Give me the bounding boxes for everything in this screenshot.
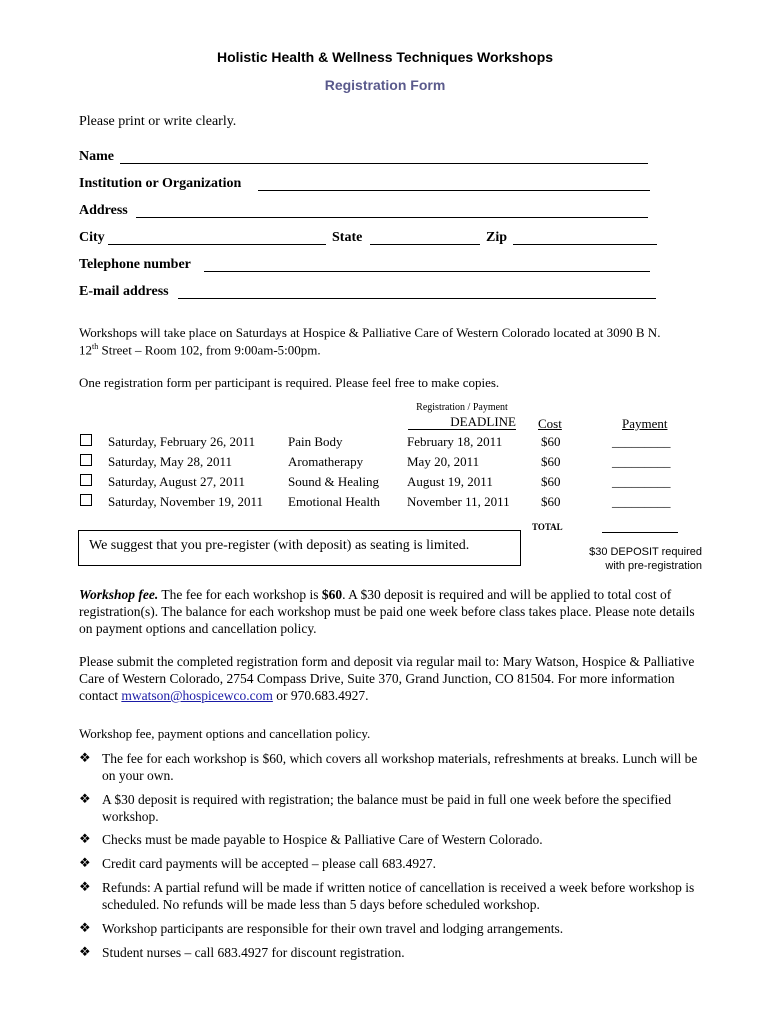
row-payment-field[interactable]: _________ bbox=[612, 454, 671, 469]
suggest-text: We suggest that you pre-register (with deposit) as seating is limited. bbox=[89, 538, 470, 553]
one-form-note: One registration form per participant is required. Please feel free to make copies. bbox=[79, 375, 500, 390]
policy-item: Refunds: A partial refund will be made if written notice of cancellation is received a week before workshop is scheduled. No refunds will be made less than 5 days before scheduled workshop. bbox=[102, 880, 695, 912]
telephone-field[interactable] bbox=[204, 271, 650, 272]
deadline-header: DEADLINE bbox=[408, 415, 516, 430]
name-field[interactable] bbox=[120, 163, 648, 164]
address-field[interactable] bbox=[136, 217, 648, 218]
policy-item: Checks must be made payable to Hospice & Palliative Care of Western Colorado. bbox=[102, 832, 543, 847]
institution-field[interactable] bbox=[258, 190, 650, 191]
row-payment-field[interactable]: _________ bbox=[612, 494, 671, 509]
workshop-checkbox[interactable] bbox=[80, 474, 92, 486]
bullet-diamond-icon: ❖ bbox=[79, 791, 91, 806]
deposit-note-line1: $30 DEPOSIT required bbox=[589, 546, 702, 558]
email-field[interactable] bbox=[178, 298, 656, 299]
submit-paragraph: Please submit the completed registration form and deposit via regular mail to: Mary Watson, Hospice & Palliative Care of Western Colorado, 2754 Compass Drive, Suite 370, Grand Junction, CO 81504. For more information contact mwatson@hospicewco.com or 970.683.4927. bbox=[79, 654, 695, 703]
row-topic: Sound & Healing bbox=[288, 474, 379, 489]
workshop-fee-paragraph: Workshop fee. The fee for each workshop is $60. A $30 deposit is required and will be applied to total cost of registration(s). The balance for each workshop must be paid one week before class takes place. Please note details on payment options and cancellation policy. bbox=[79, 587, 695, 636]
row-deadline: November 11, 2011 bbox=[407, 494, 510, 509]
institution-label: Institution or Organization bbox=[79, 176, 242, 191]
page-subtitle: Registration Form bbox=[324, 77, 446, 93]
deadline-header-line1: Registration / Payment bbox=[416, 402, 508, 413]
row-deadline: May 20, 2011 bbox=[407, 454, 480, 469]
email-label: E-mail address bbox=[79, 284, 169, 299]
state-label: State bbox=[332, 230, 363, 245]
row-date: Saturday, August 27, 2011 bbox=[108, 474, 245, 489]
bullet-diamond-icon: ❖ bbox=[79, 750, 91, 765]
row-deadline: February 18, 2011 bbox=[407, 434, 503, 449]
row-payment-field[interactable]: _________ bbox=[612, 474, 671, 489]
location-line-1: Workshops will take place on Saturdays at Hospice & Palliative Care of Western Colorado located at 3090 B N. bbox=[79, 325, 661, 340]
policy-item: A $30 deposit is required with registration; the balance must be paid in full one week before the specified workshop. bbox=[102, 792, 672, 824]
zip-field[interactable] bbox=[513, 244, 657, 245]
page-title: Holistic Health & Wellness Techniques Workshops bbox=[216, 49, 554, 65]
bullet-diamond-icon: ❖ bbox=[79, 831, 91, 846]
contact-email-link[interactable]: mwatson@hospicewco.com bbox=[121, 688, 273, 703]
bullet-diamond-icon: ❖ bbox=[79, 920, 91, 935]
city-field[interactable] bbox=[108, 244, 326, 245]
policy-item: Workshop participants are responsible for their own travel and lodging arrangements. bbox=[102, 921, 564, 936]
row-topic: Emotional Health bbox=[288, 494, 381, 509]
cost-header: Cost bbox=[538, 416, 562, 431]
bullet-diamond-icon: ❖ bbox=[79, 879, 91, 894]
deposit-note-line2: with pre-registration bbox=[605, 560, 702, 572]
zip-label: Zip bbox=[486, 230, 508, 245]
state-field[interactable] bbox=[370, 244, 480, 245]
workshop-checkbox[interactable] bbox=[80, 434, 92, 446]
city-label: City bbox=[79, 230, 105, 245]
row-date: Saturday, February 26, 2011 bbox=[108, 434, 256, 449]
bullet-diamond-icon: ❖ bbox=[79, 855, 91, 870]
row-date: Saturday, November 19, 2011 bbox=[108, 494, 264, 509]
row-cost: $60 bbox=[541, 474, 561, 489]
policy-item: The fee for each workshop is $60, which covers all workshop materials, refreshments at breaks. Lunch will be on your own. bbox=[102, 751, 698, 783]
instruction-text: Please print or write clearly. bbox=[79, 114, 237, 129]
row-topic: Pain Body bbox=[288, 434, 343, 449]
address-label: Address bbox=[79, 203, 128, 218]
workshop-checkbox[interactable] bbox=[80, 494, 92, 506]
row-payment-field[interactable]: _________ bbox=[612, 434, 671, 449]
workshop-checkbox[interactable] bbox=[80, 454, 92, 466]
policy-item: Student nurses – call 683.4927 for discount registration. bbox=[102, 945, 405, 960]
row-date: Saturday, May 28, 2011 bbox=[108, 454, 232, 469]
telephone-label: Telephone number bbox=[79, 257, 191, 272]
name-label: Name bbox=[79, 149, 114, 164]
bullet-diamond-icon: ❖ bbox=[79, 944, 91, 959]
row-topic: Aromatherapy bbox=[288, 454, 364, 469]
policy-heading: Workshop fee, payment options and cancellation policy. bbox=[79, 726, 371, 741]
location-line-2: 12th Street – Room 102, from 9:00am-5:00pm. bbox=[79, 342, 321, 358]
policy-item: Credit card payments will be accepted – please call 683.4927. bbox=[102, 856, 437, 871]
row-cost: $60 bbox=[541, 454, 561, 469]
payment-header: Payment bbox=[622, 416, 668, 431]
row-cost: $60 bbox=[541, 434, 561, 449]
total-field[interactable] bbox=[602, 532, 678, 533]
total-label: TOTAL bbox=[532, 522, 563, 532]
row-deadline: August 19, 2011 bbox=[407, 474, 493, 489]
row-cost: $60 bbox=[541, 494, 561, 509]
